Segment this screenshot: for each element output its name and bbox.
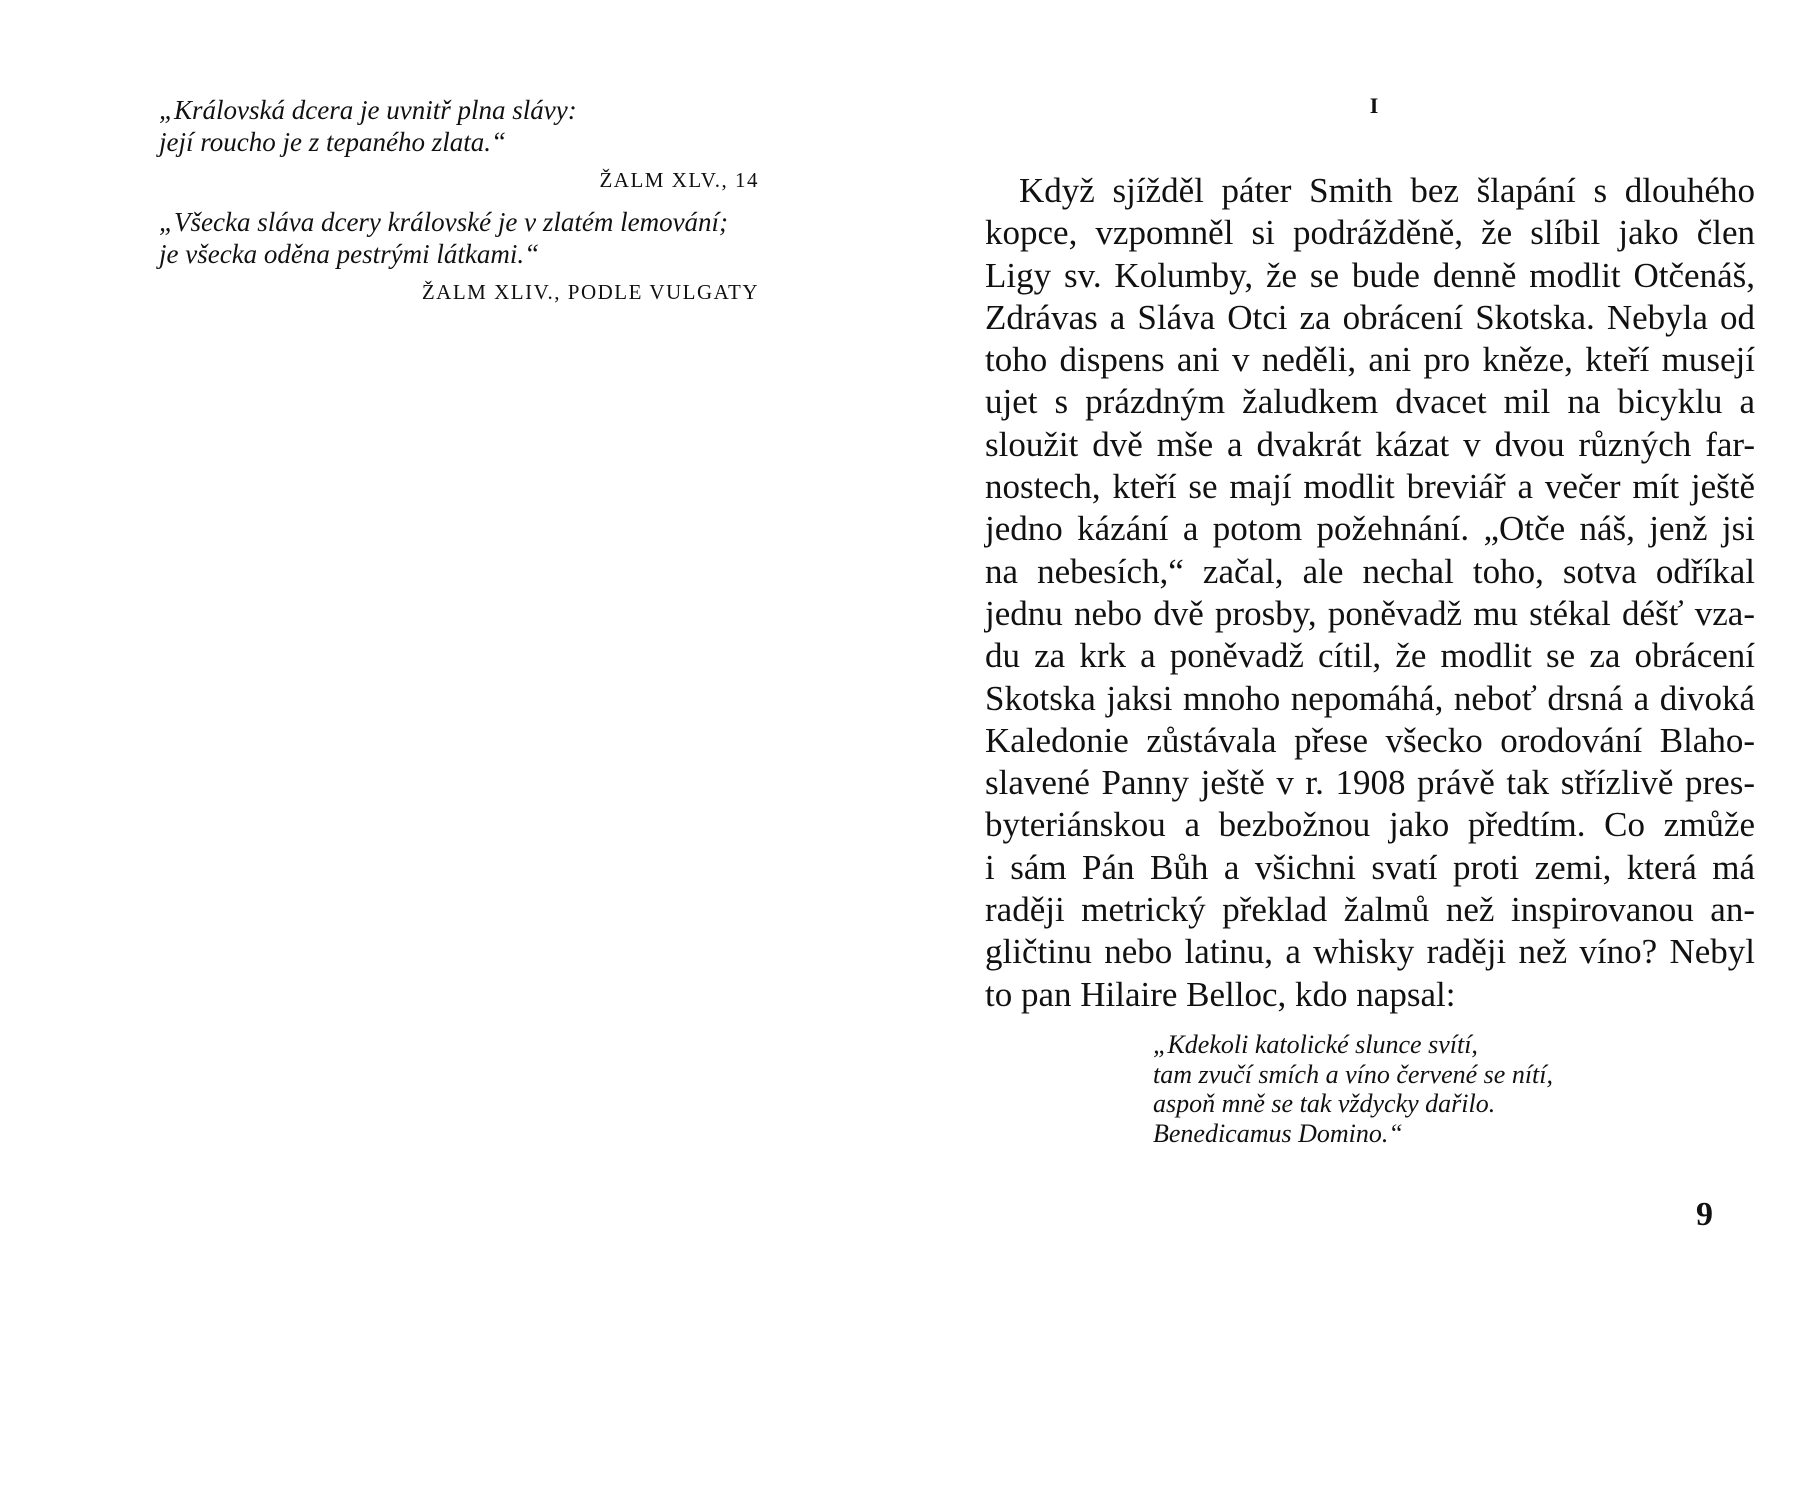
page-number: 9 <box>1696 1196 1713 1233</box>
epigraph-line: je všecka oděna pestrými látkami.“ <box>159 239 540 269</box>
epigraph-quote <box>159 94 759 196</box>
body-line: raději metrický překlad žalmů než inspirovanou an- <box>985 890 1755 930</box>
body-line: jedno kázání a potom požehnání. „Otče náš, jenž jsi <box>985 509 1755 549</box>
epigraph-reference: ŽALM XLV., 14 <box>599 168 759 192</box>
body-line: jednu nebo dvě prosby, poněvadž mu stékal déšť vza- <box>985 593 1755 633</box>
body-line: byteriánskou a bezbožnou jako předtím. Co zmůže <box>985 805 1755 845</box>
body-line: ujet s prázdným žaludkem dvacet mil na bicyklu a <box>985 382 1755 422</box>
poem-line: aspoň mně se tak vždycky dařilo. <box>1153 1089 1496 1118</box>
poem-line: „Kdekoli katolické slunce svítí, <box>1153 1030 1478 1059</box>
body-line: Skotska jaksi mnoho nepomáhá, neboť drsná a divoká <box>985 678 1755 718</box>
body-line: Kaledonie zůstávala přese všecko orodování Blaho- <box>985 720 1755 760</box>
body-line: na nebesích,“ začal, ale nechal toho, sotva odříkal <box>985 551 1755 591</box>
epigraph-line: „Královská dcera je uvnitř plna slávy: <box>159 95 577 125</box>
body-line: i sám Pán Bůh a všichni svatí proti zemi, která má <box>985 847 1755 887</box>
body-line: kopce, vzpomněl si podrážděně, že slíbil jako člen <box>985 213 1755 253</box>
body-line: nostech, kteří se mají modlit breviář a večer mít ještě <box>985 467 1755 507</box>
body-line: du za krk a poněvadž cítil, že modlit se za obrácení <box>985 636 1755 676</box>
chapter-number: I <box>1369 93 1379 118</box>
poem-line: tam zvučí smích a víno červené se nítí, <box>1153 1059 1553 1089</box>
body-line: sloužit dvě mše a dvakrát kázat v dvou různých far- <box>985 424 1755 464</box>
body-line: slavené Panny ještě v r. 1908 právě tak střízlivě pres- <box>985 763 1755 803</box>
epigraph-line: „Všecka sláva dcery královské je v zlatém lemování; <box>159 207 729 237</box>
epigraph-line: její roucho je z tepaného zlata.“ <box>159 127 506 157</box>
epigraph <box>159 94 759 318</box>
poem <box>1153 1030 1713 1148</box>
body-line: Ligy sv. Kolumby, že se bude denně modlit Otčenáš, <box>985 255 1755 295</box>
epigraph-reference: ŽALM XLIV., PODLE VULGATY <box>421 280 759 304</box>
epigraph-quote <box>159 206 759 308</box>
body-line: to pan Hilaire Belloc, kdo napsal: <box>985 974 1456 1014</box>
body-text <box>985 170 1755 1016</box>
body-line: gličtinu nebo latinu, a whisky raději než víno? Nebyl <box>985 932 1755 972</box>
body-line: Zdrávas a Sláva Otci za obrácení Skotska. Nebyla od <box>985 297 1755 337</box>
body-line: toho dispens ani v neděli, ani pro kněze, kteří musejí <box>985 340 1755 380</box>
poem-line: Benedicamus Domino.“ <box>1153 1118 1403 1148</box>
body-line: Když sjížděl páter Smith bez šlapání s dlouhého <box>1019 171 1755 210</box>
